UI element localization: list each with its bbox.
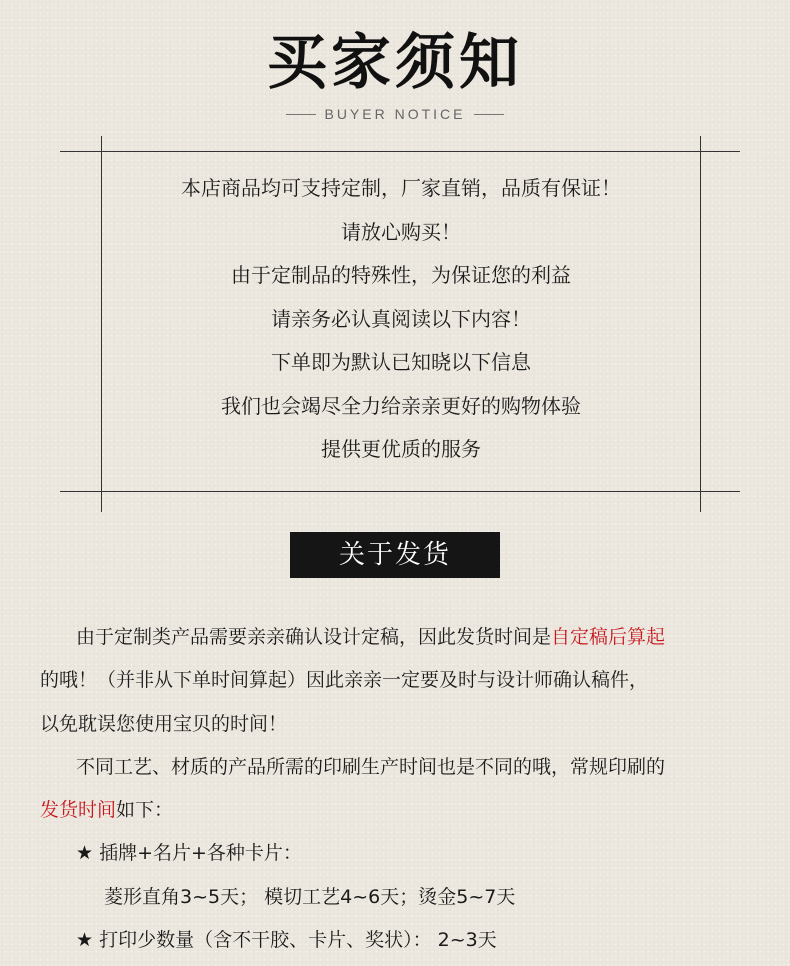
shipping-item1: ★ 插牌+名片+各种卡片：: [76, 842, 302, 865]
subtitle-row: [0, 106, 790, 122]
shipping-heading: 关于发货: [290, 532, 500, 578]
shipping-p1-line1: [40, 620, 760, 663]
shipping-p2-text: 如下：: [116, 799, 174, 822]
shipping-item1-detail: 菱形直角3~5天； 模切工艺4~6天；烫金5~7天: [104, 885, 516, 908]
notice-text: [102, 170, 700, 475]
notice-line: 下单即为默认已知晓以下信息: [271, 350, 531, 374]
page-subtitle: BUYER NOTICE: [324, 106, 466, 122]
shipping-p1-highlight: 自定稿后算起: [551, 626, 666, 648]
shipping-p1-line3: 以免耽误您使用宝贝的时间！: [40, 712, 288, 735]
page-title: 买家须知: [267, 28, 523, 98]
notice-line: 由于定制品的特殊性，为保证您的利益: [231, 263, 571, 287]
notice-line: 提供更优质的服务: [321, 437, 481, 461]
shipping-item2: ★ 打印少数量（含不干胶、卡片、奖状）： 2~3天: [76, 929, 497, 952]
frame-top-line: [60, 151, 740, 152]
shipping-p2-highlight: 发货时间: [40, 799, 117, 822]
frame-right-line: [700, 136, 701, 512]
frame-bottom-line: [60, 491, 740, 492]
notice-line: 本店商品均可支持定制，厂家直销，品质有保证！: [181, 176, 621, 200]
shipping-p2-line2: [40, 793, 760, 836]
shipping-p1-line2: 的哦！（并非从下单时间算起）因此亲亲一定要及时与设计师确认稿件，: [40, 669, 649, 692]
notice-line: 请放心购买！: [341, 219, 461, 244]
subtitle-dash-left: [286, 114, 316, 115]
notice-line: 我们也会竭尽全力给亲亲更好的购物体验: [221, 393, 581, 418]
shipping-p1-text: 由于定制类产品需要亲亲确认设计定稿，因此发货时间是: [76, 626, 552, 648]
shipping-text: [40, 620, 760, 966]
subtitle-dash-right: [474, 114, 504, 115]
notice-line: 请亲务必认真阅读以下内容！: [271, 306, 531, 331]
shipping-p2-line1: 不同工艺、材质的产品所需的印刷生产时间也是不同的哦，常规印刷的: [76, 755, 666, 778]
